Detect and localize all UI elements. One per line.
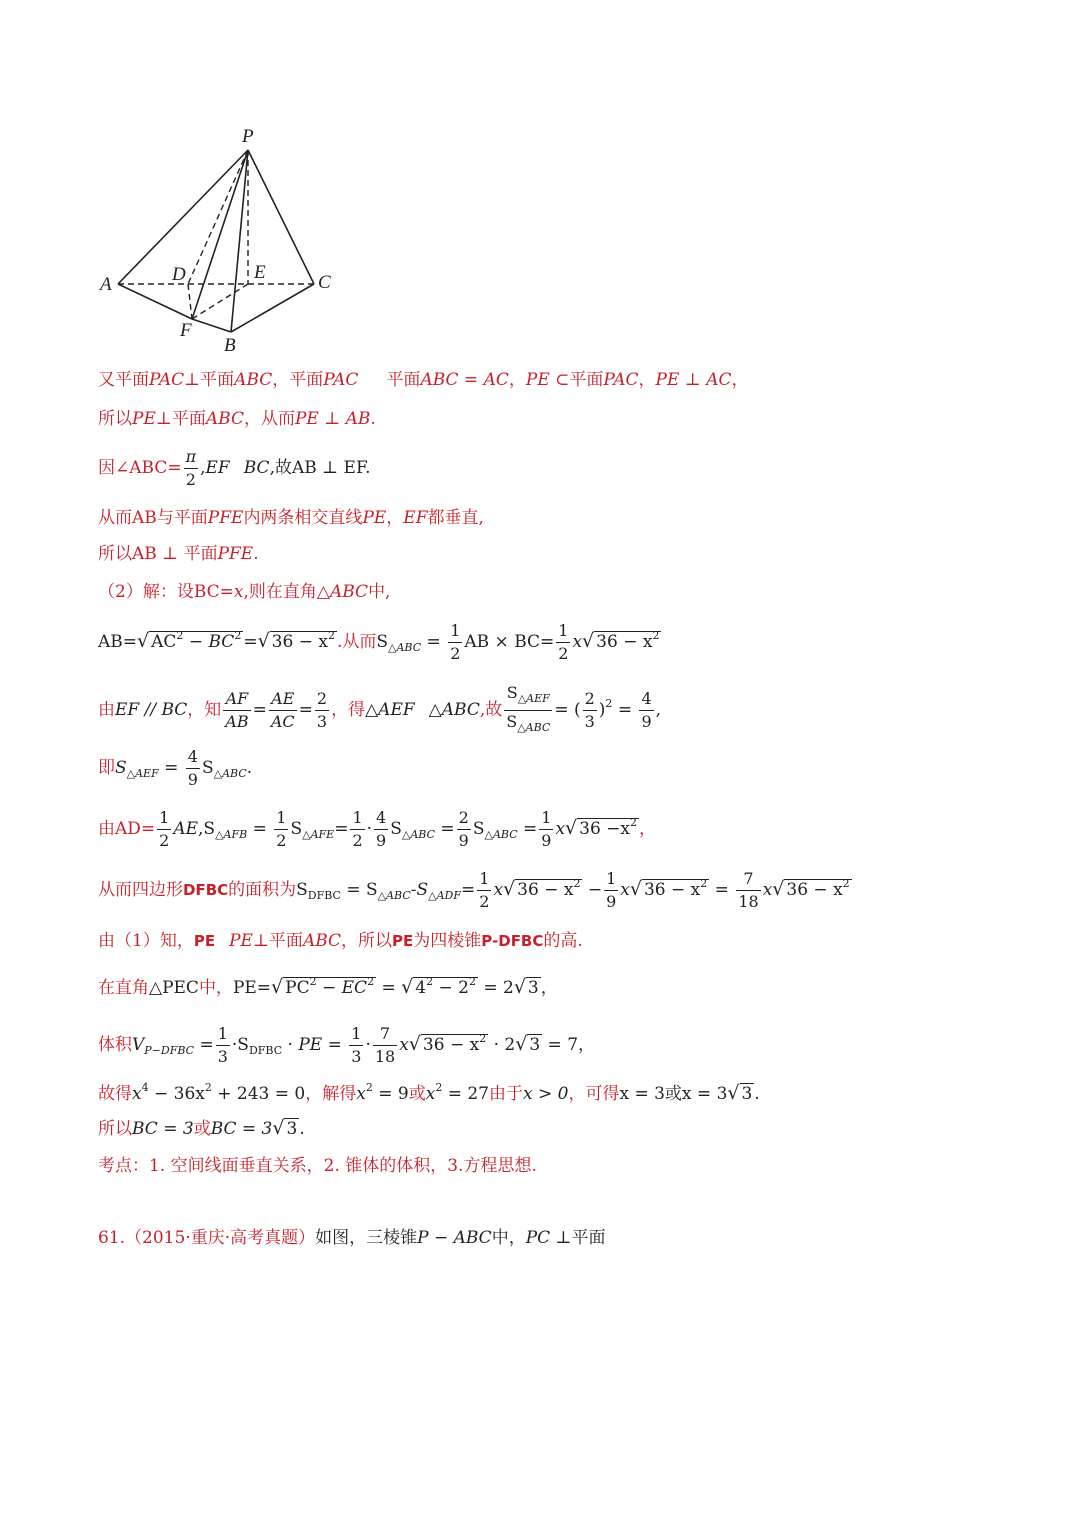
proof-line-17: 考点：1. 空间线面垂直关系，2. 锥体的体积，3.方程思想. — [98, 1156, 537, 1176]
proof-line-16: 所以BC = 3或BC = 3√ 3 . — [98, 1117, 305, 1139]
proof-line-6: （2）解：设BC=x,则在直角△ABC中, — [98, 582, 391, 602]
label-D: D — [172, 264, 186, 285]
pyramid-figure — [92, 122, 352, 357]
edge-FB — [192, 319, 231, 332]
label-F: F — [180, 320, 192, 341]
proof-line-3: 因∠ABC= $\frac{\pi}{2}$ ,EF BC,故AB ⊥ EF. — [98, 447, 371, 489]
proof-line-8: 由EF // BC，知 $\frac{AF}{AB}$ = $\frac{AE}{AC}$ = $\frac{2}{3}$ ，得△AEF △ABC,故 $\frac{S_{\triangle AEF}}{S_{\triangle ABC}}$ = ( $\frac{2}{3}$ )$^2$ = $\frac{4}{9}$ , — [98, 683, 662, 734]
next-question-heading: 61.（2015·重庆·高考真题）如图，三棱锥P − ABC中，PC ⊥平面 — [98, 1228, 606, 1248]
proof-line-2: 所以PE⊥平面ABC，从而PE ⊥ AB. — [98, 409, 376, 429]
proof-line-9: 即$S_{\triangle AEF}$ = $\frac{4}{9}$ $S_{\triangle ABC}$. — [98, 747, 253, 789]
proof-line-14: 体积$V_{P-DFBC}$ = $\frac{1}{3}$ $\cdot S_{DFBC}$ · PE = $\frac{1}{3}$ · $\frac{7}{18}$ x√ $36 - x^2 \cdot 2√$ 3 = 7， — [98, 1024, 596, 1066]
proof-line-1: 又平面PAC⊥平面ABC，平面PAC 平面ABC = AC，PE ⊂平面PAC，PE ⊥ AC， — [98, 370, 749, 390]
proof-line-11: 从而四边形DFBC的面积为$S_{DFBC} = S_{\triangle ABC}-S_{\triangle ADF}=$ $\frac{1}{2}$ x√ $36 - x^2$ − $\frac{1}{9}$ x√ $36 - x^2$ = $\frac{7}{18}$ x√ $36 - x^2$ — [98, 869, 850, 911]
edge-EF — [192, 284, 248, 319]
proof-line-4: 从而AB与平面PFE内两条相交直线PE，EF都垂直, — [98, 508, 484, 528]
label-E: E — [254, 262, 266, 283]
proof-line-12: 由（1）知，PE PE⊥平面ABC，所以PE为四棱锥P-DFBC的高. — [98, 931, 583, 951]
label-P: P — [242, 126, 254, 147]
label-B: B — [224, 335, 236, 356]
proof-line-13: 在直角△PEC中，PE=√ $PC^2 - EC^2$ = √ $4^2 - 2^2 = 2√$ 3 ， — [98, 975, 558, 998]
proof-line-10: 由AD= $\frac{1}{2}$ $AE,S_{\triangle AFB}$ = $\frac{1}{2}$ $S_{\triangle AFE}=$ $\frac{1}{2}$ · $\frac{4}{9}$ $S_{\triangle ABC}$ = $\frac{2}{9}$ $S_{\triangle ABC}$ = $\frac{1}{9}$ x√ $36 -x^2$ ， — [98, 808, 657, 850]
proof-line-5: 所以AB ⊥ 平面PFE. — [98, 544, 259, 564]
edge-DF — [188, 284, 192, 319]
proof-line-7: AB=√ $AC^2 - BC^2$ =√ $36 - x^2$ .从而$S_{\triangle ABC}$ = $\frac{1}{2}$ AB × BC= $\frac{1}{2}$ x√ $36 - x^2$ — [98, 621, 660, 663]
edge-BC — [231, 284, 314, 332]
edge-PD — [188, 150, 248, 284]
label-C: C — [318, 272, 331, 293]
proof-line-15: 故得$x^4 - 36x^2 + 243 = 0$，解得$x^2 = 9$或$x^2 = 27$由于x > 0，可得x = 3或x = 3√ 3 . — [98, 1081, 760, 1104]
edge-AF — [118, 284, 192, 319]
label-A: A — [100, 274, 112, 295]
